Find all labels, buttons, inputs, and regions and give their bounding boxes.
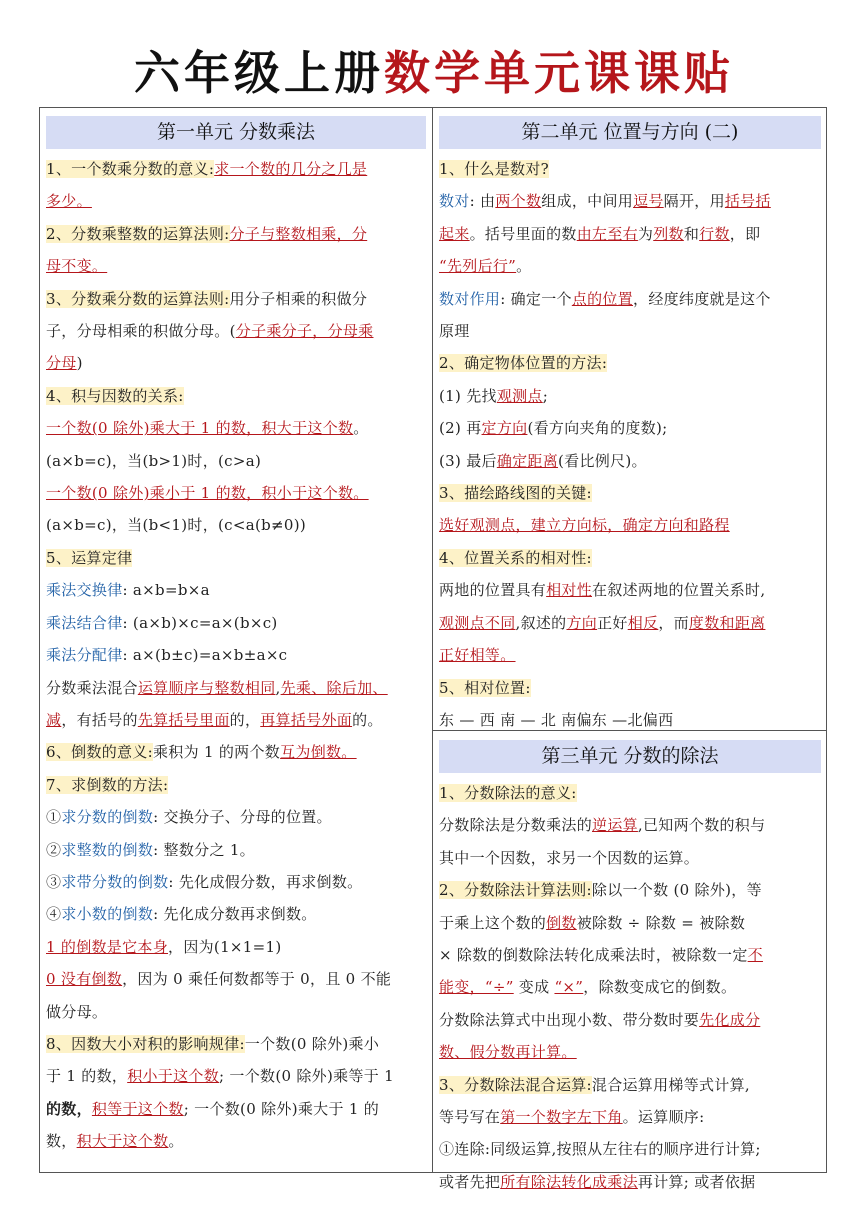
text-segment: 再算括号外面: [260, 710, 353, 729]
text-segment: 运算顺序与整数相同: [137, 678, 276, 697]
unit2-line: [439, 380, 821, 412]
text-segment: 。括号里面的数: [469, 224, 577, 243]
text-segment: 于 1 的数，: [46, 1067, 128, 1086]
unit2-line: [439, 283, 821, 315]
text-segment: (看方向夹角的度数);: [527, 419, 668, 438]
text-segment: 分子与整数相乘，分: [229, 224, 368, 243]
unit1-line: [46, 542, 426, 574]
text-segment: 8、因数大小对积的影响规律:: [46, 1034, 245, 1053]
text-segment: 多少。: [46, 192, 92, 211]
text-segment: 分数乘法混合: [46, 678, 138, 697]
text-segment: 数，: [46, 1132, 77, 1151]
text-segment: “先列后行”: [439, 257, 517, 276]
text-segment: 或者先把: [439, 1172, 501, 1191]
text-segment: 的，: [229, 710, 261, 729]
text-segment: 乘法交换律: [46, 581, 123, 600]
text-segment: 1、什么是数对?: [439, 160, 549, 178]
unit1-line: [46, 736, 426, 768]
unit3-header: 第三单元 分数的除法: [439, 740, 821, 773]
text-segment: 乘法结合律: [46, 613, 123, 632]
text-segment: 倒数: [546, 913, 577, 932]
text-segment: 不: [747, 946, 763, 965]
unit1-line: [46, 315, 426, 347]
text-segment: ;: [542, 386, 549, 405]
unit3-line: [439, 939, 821, 971]
text-segment: 两个数: [495, 192, 542, 211]
unit1-line: [46, 250, 426, 282]
text-segment: ,已知两个数的积与: [637, 816, 766, 835]
text-segment: ; 一个数(0 除外)乘大于 1 的: [183, 1099, 380, 1118]
text-segment: 求分数的倒数: [61, 808, 154, 827]
text-segment: : 先化成分数再求倒数。: [153, 905, 317, 924]
unit2-line: [439, 704, 821, 736]
text-segment: 一个数(0 除外)乘大于 1 的数，积大于这个数: [46, 419, 354, 438]
unit1-line: [46, 963, 426, 995]
text-segment: 3、分数除法混合运算:: [439, 1075, 592, 1094]
text-segment: (2) 再: [439, 419, 482, 438]
text-segment: 先算括号里面: [137, 710, 230, 729]
text-segment: ，因为 0 乘任何数都等于 0，且 0 不能: [122, 970, 392, 989]
text-segment: : 交换分子、分母的位置。: [153, 808, 332, 827]
unit1-line: [46, 218, 426, 250]
text-segment: : 确定一个: [500, 289, 572, 308]
column-divider: [432, 107, 433, 1173]
text-segment: ，有括号的: [61, 710, 138, 729]
text-segment: ; 一个数(0 除外)乘等于 1: [219, 1067, 394, 1086]
text-segment: 。: [168, 1132, 184, 1151]
text-segment: 。: [516, 257, 532, 276]
text-segment: 能变，“÷”: [439, 978, 514, 997]
text-segment: 和: [683, 224, 700, 243]
text-segment: 求整数的倒数: [61, 840, 154, 859]
text-segment: × 除数的倒数除法转化成乘法时，被除数一定: [439, 946, 748, 965]
unit3-line: [439, 1004, 821, 1036]
text-segment: : 先化成假分数，再求倒数。: [168, 872, 363, 891]
unit1-line: [46, 672, 426, 704]
unit2-line: [439, 607, 821, 639]
text-segment: : a×(b±c)=a×b±a×c: [122, 646, 288, 665]
text-segment: 7、求倒数的方法:: [46, 775, 169, 794]
text-segment: 所有除法转化成乘法: [500, 1172, 638, 1191]
text-segment: 选好观测点，建立方向标，确定方向和路程: [439, 516, 730, 535]
unit1-line: [46, 607, 426, 639]
text-segment: : 由: [469, 192, 496, 211]
text-segment: 原理: [439, 322, 470, 341]
text-segment: ，即: [729, 224, 761, 243]
text-segment: 求小数的倒数: [61, 905, 154, 924]
unit1-section: [46, 116, 426, 1166]
unit3-line: [439, 809, 821, 841]
text-segment: ①: [46, 808, 62, 827]
unit1-line: [46, 477, 426, 509]
text-segment: ,叙述的: [515, 613, 567, 632]
text-segment: 用分子相乘的积做分: [229, 289, 368, 308]
text-segment: 做分母。: [46, 1002, 108, 1021]
text-segment: 等号写在: [439, 1108, 501, 1127]
unit3-lines: [439, 777, 821, 1198]
text-segment: ①连除:同级运算,按照从左往右的顺序进行计算;: [439, 1140, 761, 1159]
unit1-line: [46, 185, 426, 217]
text-segment: 。运算顺序:: [622, 1108, 705, 1127]
text-segment: 分数除法算式中出现小数、带分数时要: [439, 1010, 700, 1029]
unit1-line: [46, 574, 426, 606]
text-segment: 定方向: [481, 419, 528, 438]
text-segment: (1) 先找: [439, 386, 497, 405]
text-segment: 乘法分配律: [46, 646, 123, 665]
text-segment: 积等于这个数: [91, 1099, 184, 1118]
unit2-section: [439, 116, 821, 729]
text-segment: 一个数(0 除外)乘小于 1 的数，积小于这个数。: [46, 484, 369, 503]
text-segment: 子，分母相乘的积做分母。(: [46, 322, 236, 341]
text-segment: 第一个数字左下角: [500, 1108, 623, 1127]
unit1-line: [46, 834, 426, 866]
unit1-line: [46, 347, 426, 379]
text-segment: 数对: [439, 192, 470, 211]
text-segment: 两地的位置具有: [439, 581, 547, 600]
text-segment: 先乘、除后加、: [280, 678, 388, 697]
text-segment: : 整数分之 1。: [153, 840, 255, 859]
text-segment: 。: [353, 419, 369, 438]
unit1-line: [46, 1060, 426, 1092]
unit2-line: [439, 672, 821, 704]
text-segment: 被除数 ÷ 除数 = 被除数: [576, 913, 746, 932]
text-segment: 观测点: [496, 386, 543, 405]
text-segment: (3) 最后: [439, 451, 497, 470]
text-segment: 再计算; 或者依据: [637, 1172, 756, 1191]
text-segment: 积大于这个数: [76, 1132, 169, 1151]
unit2-line: [439, 574, 821, 606]
text-segment: 一个数(0 除外)乘小: [244, 1034, 380, 1053]
text-segment: 起来: [439, 224, 470, 243]
unit3-line: [439, 907, 821, 939]
text-segment: 的。: [352, 710, 383, 729]
text-segment: ，因为(1×1=1): [168, 937, 282, 956]
text-segment: 确定距离: [496, 451, 559, 470]
text-segment: 于乘上这个数的: [439, 913, 547, 932]
page-title: [0, 42, 868, 104]
unit1-lines: [46, 153, 426, 1158]
text-segment: 方向: [566, 613, 598, 632]
text-segment: 互为倒数。: [280, 743, 357, 762]
text-segment: 5、相对位置:: [439, 678, 531, 697]
text-segment: 数对作用: [439, 289, 501, 308]
unit3-line: [439, 971, 821, 1003]
text-segment: 求一个数的几分之几是: [214, 160, 368, 178]
unit1-line: [46, 866, 426, 898]
text-segment: 积小于这个数: [127, 1067, 219, 1086]
text-segment: 逆运算: [592, 816, 638, 835]
unit3-line: [439, 1069, 821, 1101]
unit3-line: [439, 842, 821, 874]
text-segment: 观测点不同: [439, 613, 516, 632]
text-segment: (a×b=c)，当(b>1)时，(c>a): [46, 451, 262, 470]
text-segment: 5、运算定律: [46, 548, 133, 567]
text-segment: 正好: [597, 613, 628, 632]
unit1-line: [46, 769, 426, 801]
unit1-line: [46, 931, 426, 963]
text-segment: 2、确定物体位置的方法:: [439, 354, 608, 373]
text-segment: 数、假分数再计算。: [439, 1043, 577, 1062]
unit3-line: [439, 1036, 821, 1068]
unit2-line: [439, 412, 821, 444]
text-segment: 混合运算用梯等式计算,: [591, 1075, 750, 1094]
unit3-line: [439, 1166, 821, 1198]
text-segment: ,: [275, 678, 281, 697]
text-segment: 4、积与因数的关系:: [46, 386, 184, 405]
unit1-line: [46, 509, 426, 541]
unit1-line: [46, 996, 426, 1028]
unit2-line: [439, 315, 821, 347]
unit2-line: [439, 250, 821, 282]
unit3-line: [439, 1101, 821, 1133]
text-segment: ④: [46, 905, 62, 924]
unit2-line: [439, 185, 821, 217]
text-segment: 行数: [699, 224, 730, 243]
text-segment: “×”: [554, 978, 584, 997]
text-segment: 其中一个因数，求另一个因数的运算。: [439, 848, 700, 867]
unit1-line: [46, 445, 426, 477]
text-segment: ，而: [658, 613, 689, 632]
unit1-line: [46, 380, 426, 412]
text-segment: 在叙述两地的位置关系时,: [592, 581, 766, 600]
unit3-line: [439, 777, 821, 809]
text-segment: ，经度纬度就是这个: [633, 289, 771, 308]
text-segment: 相反: [627, 613, 659, 632]
unit1-line: [46, 639, 426, 671]
unit2-line: [439, 347, 821, 379]
text-segment: 先化成分: [699, 1010, 761, 1029]
unit3-line: [439, 1133, 821, 1165]
text-segment: 分子乘分子，分母乘: [235, 322, 374, 341]
text-segment: 点的位置: [571, 289, 634, 308]
text-segment: 分数除法是分数乘法的: [439, 816, 593, 835]
text-segment: 4、位置关系的相对性:: [439, 548, 592, 567]
unit1-line: [46, 153, 426, 185]
unit2-line: [439, 639, 821, 671]
text-segment: 分母: [46, 354, 77, 373]
unit2-lines: [439, 153, 821, 736]
unit2-line: [439, 218, 821, 250]
unit1-line: [46, 1093, 426, 1125]
unit2-line: [439, 542, 821, 574]
text-segment: 括号括: [724, 192, 771, 211]
text-segment: ，除数变成它的倒数。: [583, 978, 737, 997]
text-segment: 变成: [513, 978, 555, 997]
text-segment: 2、分数除法计算法则:: [439, 881, 592, 900]
text-segment: ): [76, 354, 83, 373]
text-segment: ②: [46, 840, 62, 859]
text-segment: 1、一个数乘分数的意义:: [46, 160, 215, 178]
text-segment: 3、描绘路线图的关键:: [439, 484, 592, 503]
text-segment: 逗号: [633, 192, 664, 211]
text-segment: 度数和距离: [688, 613, 766, 632]
unit1-line: [46, 283, 426, 315]
text-segment: ③: [46, 872, 62, 891]
text-segment: 乘积为 1 的两个数: [153, 743, 281, 762]
unit2-line: [439, 509, 821, 541]
text-segment: 列数: [653, 224, 684, 243]
unit3-section: [439, 740, 821, 1191]
text-segment: 除以一个数 (0 除外)，等: [591, 881, 762, 900]
text-segment: 0 没有倒数: [46, 970, 123, 989]
title-part2: 数学单元课课贴: [384, 46, 734, 100]
unit1-line: [46, 1125, 426, 1157]
text-segment: 母不变。: [46, 257, 108, 276]
unit1-line: [46, 1028, 426, 1060]
text-segment: 由左至右: [576, 224, 638, 243]
text-segment: 减: [46, 710, 62, 729]
unit2-line: [439, 477, 821, 509]
unit2-header: 第二单元 位置与方向 (二): [439, 116, 821, 149]
unit1-header: 第一单元 分数乘法: [46, 116, 426, 149]
unit3-line: [439, 874, 821, 906]
unit2-line: [439, 153, 821, 185]
title-part1: 六年级上册: [134, 46, 384, 100]
text-segment: : (a×b)×c=a×(b×c): [122, 613, 278, 632]
unit1-line: [46, 898, 426, 930]
text-segment: 6、倒数的意义:: [46, 743, 153, 762]
text-segment: (看比例尺)。: [558, 451, 647, 470]
text-segment: 相对性: [546, 581, 593, 600]
text-segment: 东 — 西 南 — 北 南偏东 —北偏西: [439, 710, 674, 729]
text-segment: 2、分数乘整数的运算法则:: [46, 224, 230, 243]
unit1-line: [46, 412, 426, 444]
text-segment: 组成，中间用: [541, 192, 634, 211]
text-segment: 1 的倒数是它本身: [46, 937, 169, 956]
text-segment: 为: [637, 224, 654, 243]
text-segment: : a×b=b×a: [122, 581, 210, 600]
text-segment: 隔开，用: [663, 192, 725, 211]
text-segment: 的数，: [46, 1099, 92, 1118]
text-segment: 3、分数乘分数的运算法则:: [46, 289, 230, 308]
unit1-line: [46, 704, 426, 736]
text-segment: 1、分数除法的意义:: [439, 784, 577, 802]
text-segment: 正好相等。: [439, 646, 516, 665]
unit2-line: [439, 445, 821, 477]
text-segment: 求带分数的倒数: [61, 872, 169, 891]
unit1-line: [46, 801, 426, 833]
text-segment: (a×b=c)，当(b<1)时，(c<a(b≠0)): [46, 516, 307, 535]
